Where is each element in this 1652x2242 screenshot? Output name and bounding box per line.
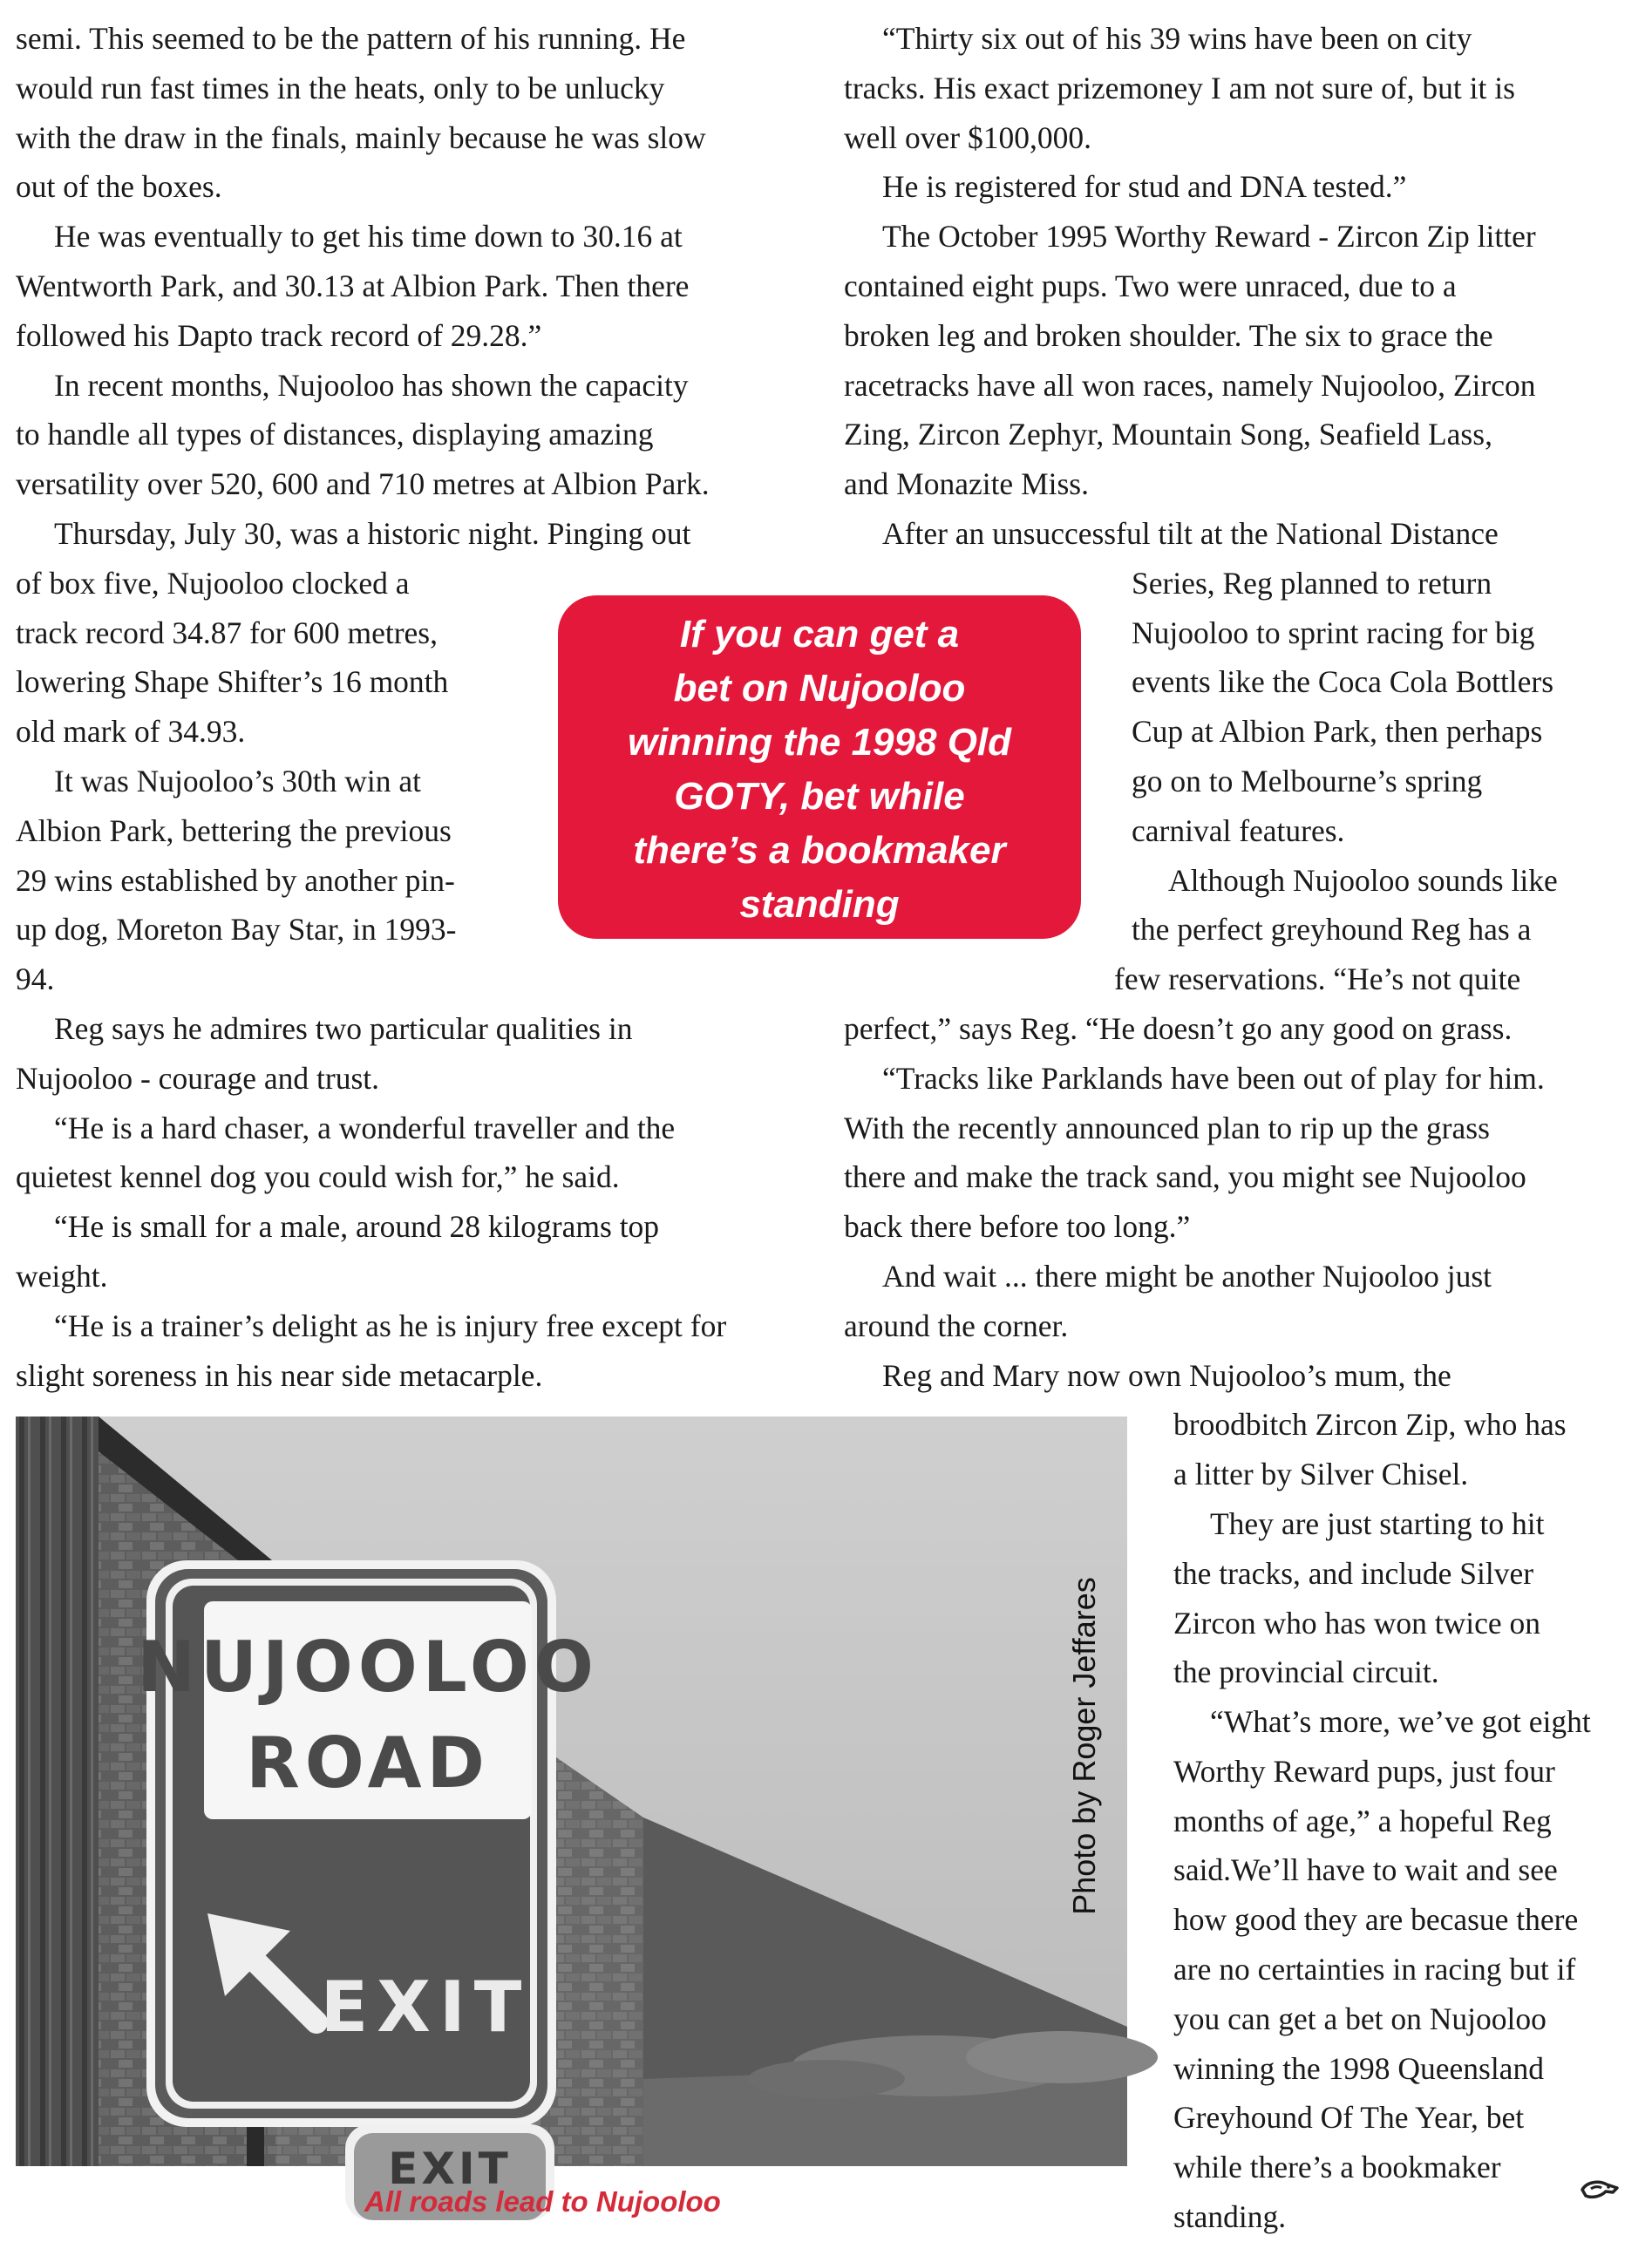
text-line: tracks. His exact prizemoney I am not sure of, but it is [844,70,1515,105]
road-sign-illustration [16,1417,1127,2194]
text-line: Reg and Mary now own Nujooloo’s mum, the [882,1357,1451,1393]
text-line: They are just starting to hit [1210,1505,1545,1541]
text-line: slight soreness in his near side metacarple. [16,1357,543,1393]
text-line: track record 34.87 for 600 metres, [16,615,438,650]
text-line: months of age,” a hopeful Reg [1173,1803,1552,1838]
text-line: back there before too long.” [844,1209,1191,1245]
text-line: the tracks, and include Silver [1173,1555,1534,1591]
text-line: “He is small for a male, around 28 kilograms top [54,1209,660,1245]
text-line: “He is a hard chaser, a wonderful traveller and the [54,1110,676,1145]
text-line: “What’s more, we’ve got eight [1210,1704,1591,1740]
text-line: to handle all types of distances, displaying amazing [16,417,654,452]
text-line: there and make the track sand, you might see Nujooloo [844,1159,1526,1195]
text-line: standing. [1173,2199,1287,2235]
paragraph [16,1301,805,1401]
text-line: With the recently announced plan to rip up the grass [844,1110,1490,1145]
paragraph [844,1351,1637,1401]
text-line: Reg says he admires two particular qualities in [54,1010,633,1046]
paragraph [844,1252,1637,1351]
text-line: 94. [16,961,55,997]
text-line: old mark of 34.93. [16,714,246,750]
text-line: lowering Shape Shifter’s 16 month [16,664,449,700]
text-line: racetracks have all won races, namely Nujooloo, Zircon [844,367,1536,403]
text-line: around the corner. [844,1308,1069,1343]
paragraph [16,1104,805,1203]
text-line: are no certainties in racing but if [1173,1952,1576,1987]
text-line: weight. [16,1258,108,1294]
text-line: broodbitch Zircon Zip, who has [1173,1407,1567,1443]
text-line: Thursday, July 30, was a historic night. Pinging out [54,515,691,551]
text-line: Worthy Reward pups, just four [1173,1753,1555,1789]
paragraph [844,1004,1637,1054]
text-line: Zircon who has won twice on [1173,1605,1540,1641]
text-line: with the draw in the finals, mainly because he was slow [16,119,706,155]
text-line: few reservations. “He’s not quite [1114,961,1521,997]
paragraph [16,1004,805,1104]
road-sign-photo [16,1417,1127,2194]
text-line: perfect,” says Reg. “He doesn’t go any good on grass. [844,1010,1513,1046]
text-line: and Monazite Miss. [844,466,1090,502]
text-line: “Tracks like Parklands have been out of play for him. [882,1060,1545,1096]
text-line: would run fast times in the heats, only to be unlucky [16,70,665,105]
pull-quote-line: GOTY, bet while [674,775,965,818]
text-line: quietest kennel dog you could wish for,” he said. [16,1159,620,1195]
sign-text-nujooloo: NUJOOLOO [137,1627,599,1708]
pull-quote-line: standing [739,883,900,926]
paragraph [844,1054,1637,1252]
text-line: followed his Dapto track record of 29.28.” [16,317,542,353]
text-line: said.We’ll have to wait and see [1173,1852,1558,1888]
text-line: well over $100,000. [844,119,1091,155]
text-line: Although Nujooloo sounds like [1168,862,1558,898]
sign-text-road: ROAD [246,1722,490,1804]
text-line: versatility over 520, 600 and 710 metres at Albion Park. [16,466,710,502]
text-line: the provincial circuit. [1173,1654,1439,1690]
text-line: winning the 1998 Queensland [1173,2050,1544,2086]
text-line: how good they are becasue there [1173,1902,1579,1938]
text-line: “Thirty six out of his 39 wins have been on city [882,21,1472,56]
photo-caption: All roads lead to Nujooloo [364,2185,721,2218]
paragraph [844,14,1637,162]
text-line: events like the Coca Cola Bottlers [1132,664,1554,700]
main-exit-sign [137,1560,599,2127]
text-line: Greyhound Of The Year, bet [1173,2100,1525,2136]
text-line: Series, Reg planned to return [1132,565,1492,601]
text-line: Albion Park, bettering the previous [16,812,452,848]
text-line: contained eight pups. Two were unraced, due to a [844,268,1457,303]
text-line: After an unsuccessful tilt at the National Distance [882,515,1499,551]
text-line: The October 1995 Worthy Reward - Zircon Zip litter [882,219,1536,255]
text-line: carnival features. [1132,812,1345,848]
text-line: And wait ... there might be another Nujooloo just [882,1258,1492,1294]
text-line: out of the boxes. [16,169,222,205]
pull-quote-line: there’s a bookmaker [633,829,1006,872]
text-line: broken leg and broken shoulder. The six to grace the [844,317,1493,353]
text-line: Nujooloo to sprint racing for big [1132,615,1535,650]
text-line: up dog, Moreton Bay Star, in 1993- [16,912,457,948]
text-line: It was Nujooloo’s 30th win at [54,763,422,798]
text-line: Zing, Zircon Zephyr, Mountain Song, Seafield Lass, [844,417,1492,452]
text-line: In recent months, Nujooloo has shown the capacity [54,367,689,403]
lower-sign-text-exit: EXIT [388,2143,512,2194]
text-line: 29 wins established by another pin- [16,862,455,898]
paragraph [16,14,805,212]
paragraph [844,212,1637,509]
text-line: Nujooloo - courage and trust. [16,1060,380,1096]
text-line: Cup at Albion Park, then perhaps [1132,714,1543,750]
paragraph [16,361,805,509]
text-line: semi. This seemed to be the pattern of his running. He [16,21,686,56]
text-line: Wentworth Park, and 30.13 at Albion Park. Then there [16,268,690,303]
text-line: of box five, Nujooloo clocked a [16,565,410,601]
paragraph [844,509,1637,559]
text-line: a litter by Silver Chisel. [1173,1457,1469,1492]
text-line: “He is a trainer’s delight as he is injury free except for [54,1308,727,1343]
pull-quote-line: If you can get a [679,613,960,656]
paragraph [844,162,1637,212]
paragraph [16,212,805,360]
text-line: He was eventually to get his time down to 30.16 at [54,219,683,255]
pull-quote [558,595,1081,939]
text-line: while there’s a bookmaker [1173,2150,1501,2185]
sign-text-exit: EXIT [320,1967,531,2048]
text-line: go on to Melbourne’s spring [1132,763,1483,798]
text-line: He is registered for stud and DNA tested.” [882,169,1407,205]
paragraph [844,955,1637,1004]
text-line: the perfect greyhound Reg has a [1132,912,1532,948]
text-line: you can get a bet on Nujooloo [1173,2001,1547,2036]
photo-credit: Photo by Roger Jeffares [1066,1577,1102,1915]
pull-quote-line: bet on Nujooloo [673,667,966,710]
greyhound-head-icon [1580,2177,1620,2211]
paragraph [16,1202,805,1301]
pull-quote-line: winning the 1998 Qld [627,721,1012,764]
